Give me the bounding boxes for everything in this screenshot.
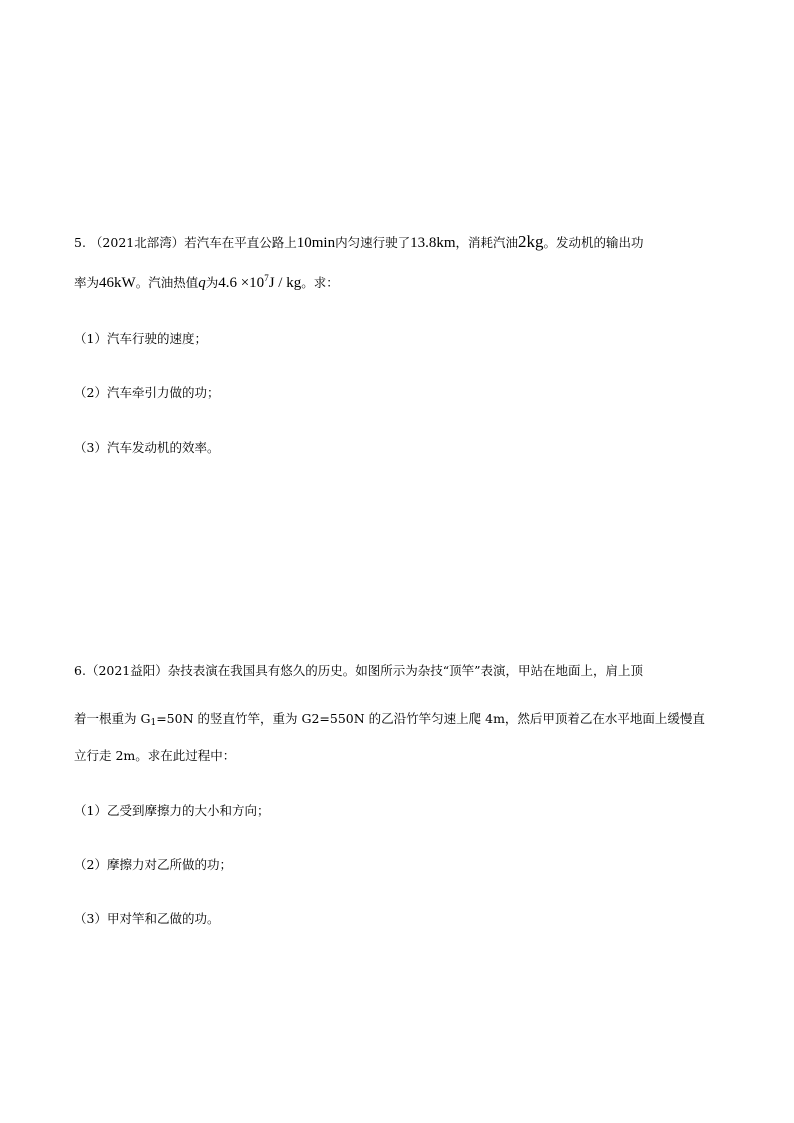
- q5-mass-value: 2kg: [518, 232, 544, 251]
- q5-time-value: 10min: [296, 235, 336, 251]
- q5-heat-unit: J / kg: [268, 275, 302, 291]
- q5-text: 。求：: [301, 275, 339, 290]
- q6-text: 着一根重为 G: [74, 711, 151, 726]
- q5-symbol-q: q: [198, 275, 206, 291]
- q5-power-value: 46kW: [99, 275, 136, 291]
- q6-subquestion-1: （1）乙受到摩擦力的大小和方向；: [74, 803, 270, 818]
- q6-line-3: 立行走 2m。求在此过程中：: [74, 748, 236, 763]
- q5-text: 内匀速行驶了: [335, 235, 411, 250]
- q5-text: 率为: [74, 275, 100, 290]
- q5-subquestion-2: （2）汽车牵引力做的功；: [74, 385, 220, 400]
- q5-heat-base: 4.6 ×10: [218, 275, 265, 291]
- q6-line-2: [74, 711, 705, 727]
- q5-subquestion-1: （1）汽车行驶的速度；: [74, 331, 207, 346]
- q5-text: 若汽车在平直公路上: [184, 235, 297, 250]
- q6-line-1: [74, 663, 643, 679]
- q6-subquestion-2: （2）摩擦力对乙所做的功；: [74, 857, 232, 872]
- q6-subscript: 1: [150, 718, 157, 728]
- q5-text: 为: [205, 275, 219, 290]
- q6-text: =50N 的竖直竹竿，重为 G2=550N 的乙沿竹竿匀速上爬 4m，然后甲顶着乙在水平地面上缓慢直: [156, 711, 705, 726]
- q6-text: 杂技表演在我国具有悠久的历史。如图所示为杂技“顶竿”表演，甲站在地面上，肩上顶: [167, 663, 644, 678]
- q6-subquestion-3: （3）甲对竿和乙做的功。: [74, 911, 220, 926]
- q6-source: （2021益阳）: [85, 663, 168, 678]
- q6-number: 6.: [74, 663, 86, 678]
- q5-distance-value: 13.8km: [410, 235, 456, 251]
- q5-source: （2021北部湾）: [89, 235, 185, 250]
- q5-text: 。汽油热值: [135, 275, 199, 290]
- q5-heat-value: [218, 275, 301, 291]
- q5-text: 。发动机的输出功: [543, 235, 644, 250]
- q5-number: 5.: [74, 235, 86, 250]
- q5-line-1: [74, 234, 644, 251]
- q5-subquestion-3: （3）汽车发动机的效率。: [74, 440, 220, 455]
- q5-heat-exponent: 7: [264, 273, 269, 283]
- q5-line-2: [74, 275, 339, 291]
- q5-text: ，消耗汽油: [455, 235, 519, 250]
